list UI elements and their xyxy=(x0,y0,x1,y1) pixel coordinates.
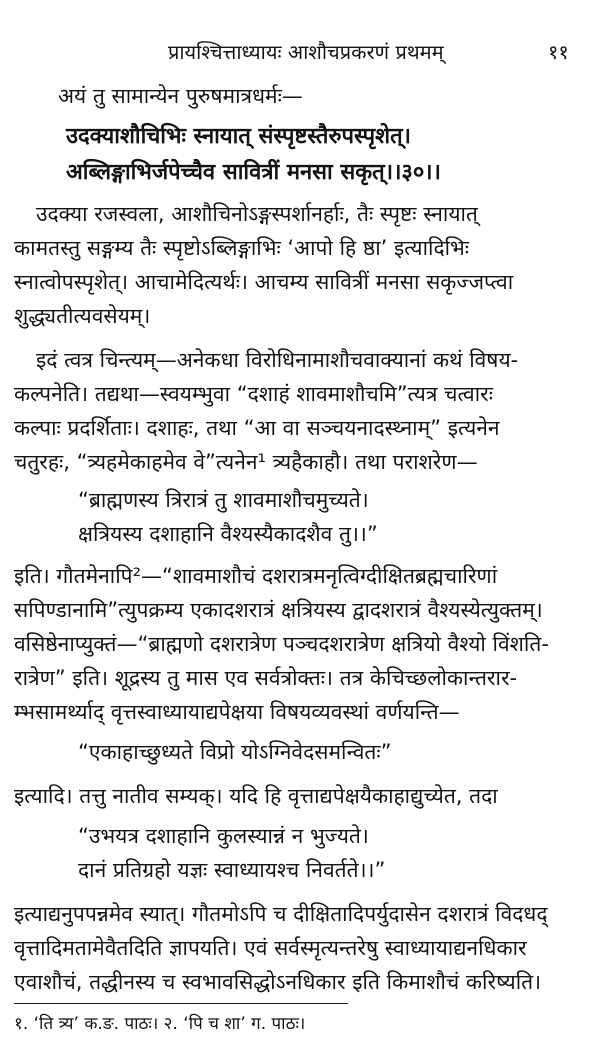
commentary-line: म्भसामर्थ्याद् वृत्तस्वाध्यायाद्यपेक्षया विषयव्यवस्थां वर्णयन्ति— xyxy=(14,700,460,724)
running-title: प्रायश्चित्ताध्यायः आशौचप्रकरणं प्रथमम् xyxy=(168,40,444,64)
quoted-verse-line: दानं प्रतिग्रहो यज्ञः स्वाध्यायश्च निवर्तते।।” xyxy=(78,858,386,882)
commentary-line: उदक्या रजस्वला, आशौचिनोऽङ्गस्पर्शानर्हाः, तैः स्पृष्टः स्नायात् xyxy=(36,202,478,226)
footnote-divider xyxy=(14,1003,348,1004)
verse-line-2: अब्लिङ्गाभिर्जपेच्चैव सावित्रीं मनसा सकृत्।।३०।। xyxy=(66,160,441,185)
commentary-line: वसिष्ठेनाप्युक्तं—“ब्राह्मणो दशरात्रेण पञ्चदशरात्रेण क्षत्रियो वैश्यो विंशति- xyxy=(14,632,549,656)
quoted-verse-line: “एकाहाच्छुध्यते विप्रो योऽग्निवेदसमन्वितः” xyxy=(78,740,392,764)
quoted-verse-line: “उभयत्र दशाहानि कुलस्यान्नं न भुज्यते। xyxy=(78,824,369,848)
commentary-line: इत्याद्यनुपपन्नमेव स्यात्। गौतमोऽपि च दीक्षितादिपर्युदासेन दशरात्रं विदधद् xyxy=(14,902,548,926)
commentary-line: इति। गौतमेनापि²—“शावमाशौचं दशरात्रमनृत्विग्दीक्षितब्रह्मचारिणां xyxy=(14,564,498,588)
intro-line: अयं तु सामान्येन पुरुषमात्रधर्मः— xyxy=(58,84,303,108)
footnotes: १. ‘ति त्र्य’ क.ङ. पाठः। २. ‘पि च शा’ ग. पाठः। xyxy=(14,1014,306,1034)
commentary-line: इदं त्वत्र चिन्त्यम्—अनेकधा विरोधिनामाशौचवाक्यानां कथं विषय- xyxy=(36,348,519,372)
page-number: ११ xyxy=(548,40,569,64)
commentary-line: वृत्तादिमतामेवैतदिति ज्ञापयति। एवं सर्वस्मृत्यन्तरेषु स्वाध्यायाद्यनधिकार xyxy=(14,936,527,960)
commentary-line: चतुरहः, “त्र्यहमेकाहमेव वे”त्यनेन¹ त्र्यहैकाहौ। तथा पराशरेण— xyxy=(14,450,478,474)
verse-line-1: उदक्याशौचिभिः स्नायात् संस्पृष्टस्तैरुपस्पृशेत्। xyxy=(66,124,411,149)
commentary-line: कामतस्तु सङ्गम्य तैः स्पृष्टोऽब्लिङ्गाभिः ‘आपो हि ष्ठा’ इत्यादिभिः xyxy=(14,236,470,260)
commentary-line: रात्रेण” इति। शूद्रस्य तु मास एव सर्वत्रोक्तः। तत्र केचिच्छलोकान्तरार- xyxy=(14,666,518,690)
quoted-verse-line: “ब्राह्मणस्य त्रिरात्रं तु शावमाशौचमुच्यते। xyxy=(78,488,369,512)
commentary-line: शुद्ध्यतीत्यवसेयम्। xyxy=(14,304,151,328)
commentary-line: सपिण्डानामि”त्युपक्रम्य एकादशरात्रं क्षत्रियस्य द्वादशरात्रं वैश्यस्येत्युक्तम्। xyxy=(14,598,543,622)
commentary-line: इत्यादि। तत्तु नातीव सम्यक्। यदि हि वृत्ताद्यपेक्षयैकाहाद्युच्येत, तदा xyxy=(14,784,498,808)
commentary-line: कल्पनेति। तद्यथा—स्वयम्भुवा “दशाहं शावमाशौचमि”त्यत्र चत्वारः xyxy=(14,382,493,406)
commentary-line: एवाशौचं, तद्धीनस्य च स्वभावसिद्धोऽनधिकार इति किमाशौचं करिष्यति। xyxy=(14,970,542,994)
commentary-line: कल्पाः प्रदर्शिताः। दशाहः, तथा “आ वा सञ्चयनादस्थ्नाम्” इत्यनेन xyxy=(14,416,500,440)
commentary-line: स्नात्वोपस्पृशेत्। आचामेदित्यर्थः। आचम्य सावित्रीं मनसा सकृज्जप्त्वा xyxy=(14,270,514,294)
quoted-verse-line: क्षत्रियस्य दशाहानि वैश्यस्यैकादशैव तु।।” xyxy=(78,522,378,546)
